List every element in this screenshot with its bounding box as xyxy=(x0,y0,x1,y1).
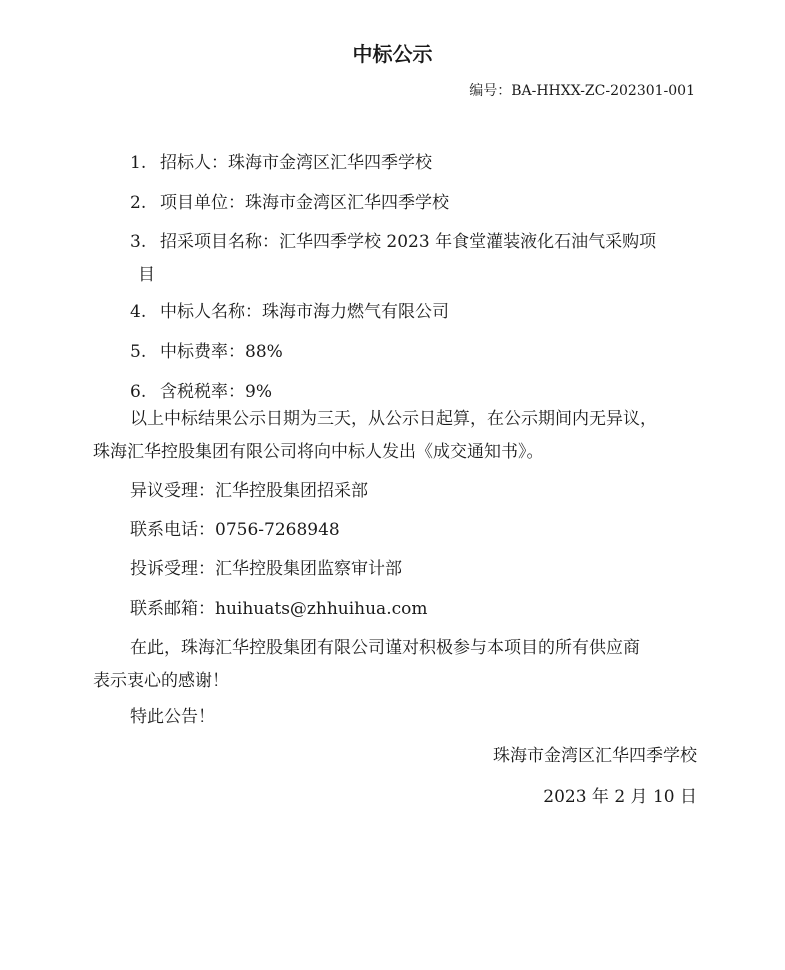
notice-paragraph xyxy=(93,403,699,469)
notice-line-2: 珠海汇华控股集团有限公司将向中标人发出《成交通知书》。 xyxy=(93,442,544,462)
list-item-text: 中标费率：88% xyxy=(160,342,283,362)
thanks-line-2: 表示衷心的感谢！ xyxy=(93,671,229,691)
list-item xyxy=(130,226,700,292)
phone-line: 联系电话：0756-7268948 xyxy=(130,520,340,540)
list-item xyxy=(130,296,700,329)
signer-line: 珠海市金湾区汇华四季学校 xyxy=(493,746,697,766)
notice-line-1: 以上中标结果公示日期为三天，从公示日起算，在公示期间内无异议， xyxy=(130,409,657,429)
list-item xyxy=(130,187,700,220)
email-line: 联系邮箱：huihuats@zhhuihua.com xyxy=(130,599,428,619)
list-item-number: 5. xyxy=(130,342,147,362)
objection-line: 异议受理：汇华控股集团招采部 xyxy=(130,481,368,501)
thanks-line-1: 在此，珠海汇华控股集团有限公司谨对积极参与本项目的所有供应商 xyxy=(130,638,640,658)
list-item-text: 招标人：珠海市金湾区汇华四季学校 xyxy=(160,153,432,173)
document-number: 编号：BA-HHXX-ZC-202301-001 xyxy=(469,83,695,99)
complaint-line: 投诉受理：汇华控股集团监察审计部 xyxy=(130,559,402,579)
list-item-text: 项目单位：珠海市金湾区汇华四季学校 xyxy=(160,193,449,213)
list-item-number: 3. xyxy=(130,232,147,252)
list-item-text-continuation: 目 xyxy=(138,265,155,285)
list-item-number: 4. xyxy=(130,302,147,322)
list-item xyxy=(130,147,700,180)
list-item-text: 中标人名称：珠海市海力燃气有限公司 xyxy=(160,302,449,322)
list-item-text: 含税税率：9% xyxy=(160,382,272,402)
list-item-number: 2. xyxy=(130,193,147,213)
thanks-paragraph xyxy=(93,632,699,698)
list-item-text: 招采项目名称：汇华四季学校 2023 年食堂灌装液化石油气采购项 xyxy=(160,232,657,252)
closing-line: 特此公告！ xyxy=(130,707,215,727)
list-item xyxy=(130,336,700,369)
date-line: 2023 年 2 月 10 日 xyxy=(543,787,697,807)
list-item-number: 1. xyxy=(130,153,147,173)
page-title: 中标公示 xyxy=(352,42,433,66)
list-item-number: 6. xyxy=(130,382,147,402)
